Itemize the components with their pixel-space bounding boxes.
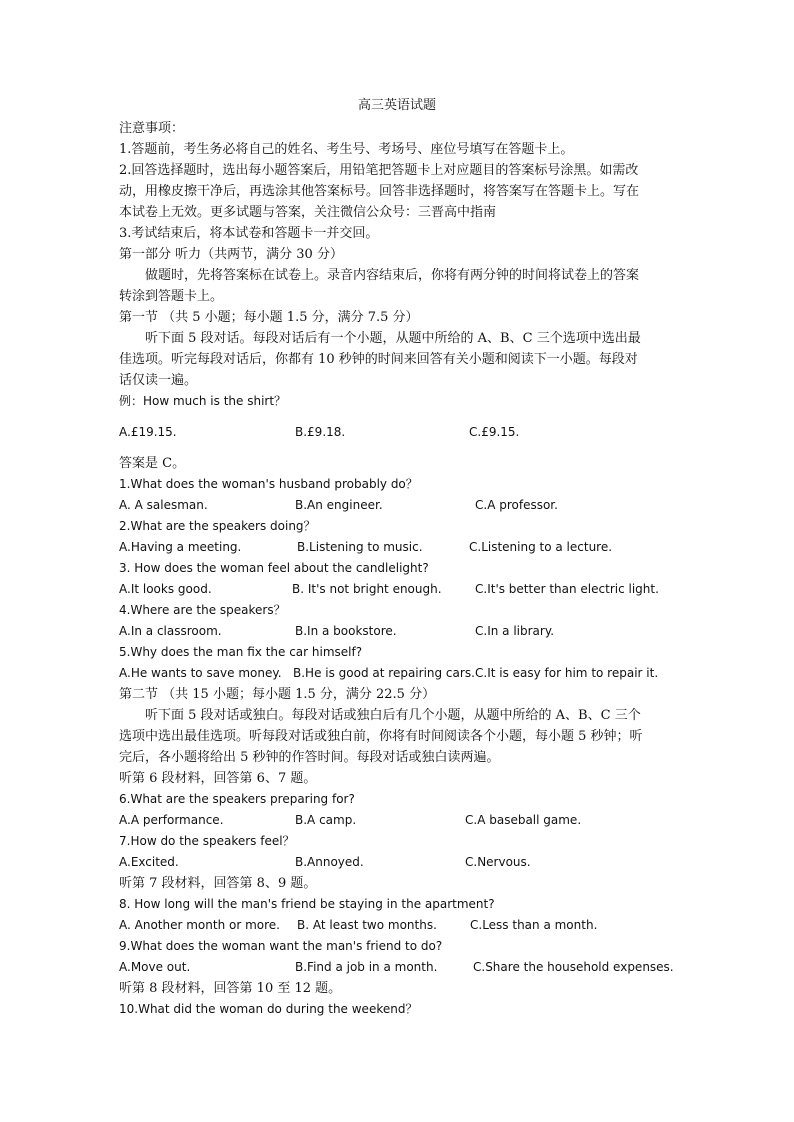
option-b: B.A camp. bbox=[295, 813, 357, 827]
option-b: B.He is good at repairing cars. bbox=[293, 666, 475, 680]
note-line: 2.回答选择题时，选出每小题答案后，用铅笔把答题卡上对应题目的答案标号涂黑。如需改 bbox=[119, 163, 639, 178]
option-b: B. It's not bright enough. bbox=[292, 582, 442, 596]
option-b: B.Listening to music. bbox=[297, 540, 423, 554]
part1-intro-line: 做题时，先将答案标在试卷上。录音内容结束后，你将有两分钟的时间将试卷上的答案 bbox=[145, 268, 640, 283]
question-1-options bbox=[119, 495, 675, 516]
question-9: 9.What does the woman want the man's friend to do? bbox=[119, 939, 443, 953]
group-6-instruction: 听第 6 段材料，回答第 6、7 题。 bbox=[119, 771, 317, 786]
section2-intro-line: 选项中选出最佳选项。听每段对话或独白前，你将有时间阅读各个小题，每小题 5 秒钟；听 bbox=[119, 729, 643, 744]
option-a: A.It looks good. bbox=[119, 582, 212, 596]
option-a: A.He wants to save money. bbox=[119, 666, 282, 680]
option-c: C.£9.15. bbox=[469, 425, 520, 439]
option-a: A.In a classroom. bbox=[119, 624, 222, 638]
example-options bbox=[119, 422, 675, 443]
section2-heading: 第二节 （共 15 小题；每小题 1.5 分，满分 22.5 分） bbox=[119, 687, 436, 702]
example-question: 例：How much is the shirt？ bbox=[119, 394, 287, 408]
notes-heading: 注意事项： bbox=[119, 121, 185, 136]
option-a: A.A performance. bbox=[119, 813, 224, 827]
question-5: 5.Why does the man fix the car himself? bbox=[119, 645, 363, 659]
option-b: B.In a bookstore. bbox=[295, 624, 397, 638]
note-line: 3.考试结束后，将本试卷和答题卡一并交回。 bbox=[119, 226, 379, 241]
option-c: C.In a library. bbox=[475, 624, 555, 638]
option-a: A.£19.15. bbox=[119, 425, 177, 439]
option-a: A.Having a meeting. bbox=[119, 540, 242, 554]
option-c: C.It is easy for him to repair it. bbox=[475, 666, 659, 680]
option-c: C.Share the household expenses. bbox=[473, 960, 674, 974]
question-10: 10.What did the woman do during the weekend？ bbox=[119, 1002, 418, 1016]
question-7-options bbox=[119, 852, 675, 873]
part1-heading: 第一部分 听力（共两节，满分 30 分） bbox=[119, 247, 343, 262]
page-title: 高三英语试题 bbox=[357, 98, 436, 113]
question-2: 2.What are the speakers doing？ bbox=[119, 519, 316, 533]
question-3-options bbox=[119, 579, 675, 600]
note-line: 1.答题前，考生务必将自己的姓名、考生号、考场号、座位号填写在答题卡上。 bbox=[119, 142, 574, 157]
question-7: 7.How do the speakers feel？ bbox=[119, 834, 295, 848]
option-a: A.Move out. bbox=[119, 960, 191, 974]
question-8-options bbox=[119, 915, 675, 936]
group-8-instruction: 听第 8 段材料，回答第 10 至 12 题。 bbox=[119, 981, 342, 996]
option-a: A. Another month or more. bbox=[119, 918, 280, 932]
section1-intro-line: 话仅读一遍。 bbox=[119, 373, 198, 388]
option-b: B.£9.18. bbox=[295, 425, 346, 439]
question-6: 6.What are the speakers preparing for? bbox=[119, 792, 355, 806]
option-b: B. At least two months. bbox=[297, 918, 437, 932]
question-2-options bbox=[119, 537, 675, 558]
option-c: C.Less than a month. bbox=[470, 918, 598, 932]
note-line: 本试卷上无效。更多试题与答案，关注微信公众号：三晋高中指南 bbox=[119, 205, 497, 220]
note-line: 动，用橡皮擦干净后，再选涂其他答案标号。回答非选择题时，将答案写在答题卡上。写在 bbox=[119, 184, 640, 199]
option-c: C.A professor. bbox=[475, 498, 558, 512]
option-c: C.It's better than electric light. bbox=[475, 582, 659, 596]
option-b: B.Find a job in a month. bbox=[295, 960, 438, 974]
question-9-options bbox=[119, 957, 675, 978]
question-4-options bbox=[119, 621, 675, 642]
question-6-options bbox=[119, 810, 675, 831]
option-b: B.An engineer. bbox=[295, 498, 383, 512]
option-c: C.Listening to a lecture. bbox=[469, 540, 613, 554]
question-5-options bbox=[119, 663, 675, 684]
section2-intro-line: 听下面 5 段对话或独白。每段对话或独白后有几个小题，从题中所给的 A、B、C 三个 bbox=[145, 708, 641, 723]
option-a: A.Excited. bbox=[119, 855, 179, 869]
question-4: 4.Where are the speakers？ bbox=[119, 603, 286, 617]
question-1: 1.What does the woman's husband probably do？ bbox=[119, 477, 418, 491]
section1-intro-line: 佳选项。听完每段对话后，你都有 10 秒钟的时间来回答有关小题和阅读下一小题。每段对 bbox=[119, 352, 638, 367]
section1-intro-line: 听下面 5 段对话。每段对话后有一个小题，从题中所给的 A、B、C 三个选项中选出最 bbox=[145, 331, 641, 346]
option-c: C.A baseball game. bbox=[465, 813, 582, 827]
example-answer: 答案是 C。 bbox=[119, 456, 186, 471]
part1-intro-line: 转涂到答题卡上。 bbox=[119, 289, 224, 304]
group-7-instruction: 听第 7 段材料，回答第 8、9 题。 bbox=[119, 876, 317, 891]
option-b: B.Annoyed. bbox=[295, 855, 364, 869]
option-c: C.Nervous. bbox=[465, 855, 531, 869]
exam-page bbox=[119, 96, 675, 1020]
option-a: A. A salesman. bbox=[119, 498, 208, 512]
section1-heading: 第一节 （共 5 小题；每小题 1.5 分，满分 7.5 分） bbox=[119, 310, 419, 325]
section2-intro-line: 完后，各小题将给出 5 秒钟的作答时间。每段对话或独白读两遍。 bbox=[119, 750, 500, 765]
question-3: 3. How does the woman feel about the candlelight? bbox=[119, 561, 429, 575]
question-8: 8. How long will the man's friend be staying in the apartment? bbox=[119, 897, 495, 911]
